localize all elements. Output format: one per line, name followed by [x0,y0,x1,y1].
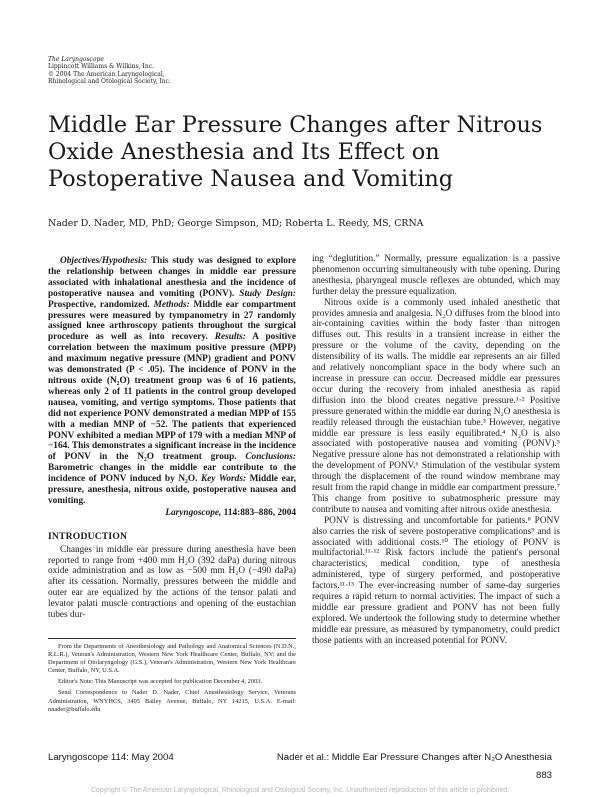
footnotes [48,638,296,717]
results-label: Results: [214,332,246,343]
keywords-label: Key Words: [200,474,247,485]
conclusions-label: Conclusions: [245,452,296,463]
right-column [312,254,560,647]
footnote-editor: Editor's Note: This Manuscript was accepted for publication December 4, 2003. [58,678,263,686]
footnote-affiliations: From the Departments of Anesthesiology and Pathology and Anatomical Sciences (N.D.N., R.L.R.), Veteran's Administration, Western New York Healthcare Center, Buffalo, NY; and the Department of Otolaryngology (G.S.), Veteran's Administration, Western New York Healthcare Center, Buffalo, NY, U.S.A. [48,643,296,675]
article-title: Middle Ear Pressure Changes after Nitrous Oxide Anesthesia and Its Effect on Postoperative Nausea and Vomiting [48,112,543,192]
footer-journal: Laryngoscope 114: May 2004 [48,752,174,763]
intro-paragraph-1-cont: ing “deglutition.” Normally, pressure equalization is a passive phenomenon occurring simultaneously with tube opening. During anesthesia, pharyngeal muscle reflexes are obtunded, which may further delay the pressure equalization. [312,254,560,297]
intro-paragraph-1: Changes in middle ear pressure during anesthesia have been reported to range from +400 mm H₂O (392 daPa) during nitrous oxide administration and as low as −500 mm H₂O (−490 daPa) after its cessation. Normally, pressures between the middle and outer ear are equalized by the actions of the tensor palati and levator palati muscle contractions and opening of the eustachian tubes dur- [48,544,296,621]
society: Rhinological and Otological Society, Inc. [48,77,171,85]
footer-running-title: Nader et al.: Middle Ear Pressure Changes after N₂O Anesthesia [276,752,552,763]
keywords-text: Middle ear, pressure, anesthesia, nitrous oxide, postoperative nausea and vomiting. [48,474,296,506]
left-column [48,256,296,621]
page-number: 883 [535,770,552,781]
objectives-label: Objectives/Hypothesis: [60,256,148,266]
intro-paragraph-2: Nitrous oxide is a commonly used inhaled anesthetic that provides amnesia and analgesia. N₂O diffuses from the blood into air-containing cavities within the body faster than nitrogen diffuses out. This results in a transient increase in either the pressure or the volume of the cavity, depending on the distensibility of its walls. The middle ear represents an air filled and relatively noncompliant space in the body where such an increase in pressure can occur. Decreased middle ear pressures occur during the recovery from inhaled anesthesia as rapid diffusion into the blood creates negative pressure.¹·² Positive pressure generated within the middle ear during N₂O anesthesia is readily released through the eustachian tube.³ However, negative middle ear pressure is less easily equilibrated.⁴ N₂O is also associated with postoperative nausea and vomiting (PONV).⁵ Negative pressure alone has not demonstrated a relationship with the development of PONV.⁶ Stimulation of the vestibular system through the displacement of the round window membrane may result from the rapid change in middle ear compartment pressure.⁷ This change from positive to subatmospheric pressure may contribute to nausea and vomiting after nitrous oxide anesthesia. [312,297,560,515]
abstract [48,256,296,507]
copyright-notice: Copyright © The American Laryngological, Rhinological and Otological Society, Inc. Unauthorized reproduction of this article is prohibited. [90,787,510,794]
citation [48,508,296,519]
design-label: Study Design: [239,288,296,299]
journal-copyright: © 2004 The American Laryngological, [48,70,165,78]
journal-info [48,56,308,85]
results-text: A positive correlation between the maximum positive pressure (MPP) and maximum negative pressure (MNP) gradient and PONV was demonstrated (P < .05). The incidence of PONV in the nitrous oxide (N₂O) treatment group was 6 of 16 patients, whereas only 2 of 11 patients in the control group developed nausea, vomiting, and vertigo symptoms. Those patients that did not experience PONV demonstrated a median MPP of 155 with a median MNP of −52. The patients that experienced PONV exhibited a median MPP of 179 with a median MNP of −164. This demonstrates a significant increase in the incidence of PONV in the N₂O treatment group. [48,332,296,463]
methods-text: Middle ear compartment pressures were measured by tympanometry in 27 randomly assigned knee arthroscopy patients throughout the surgical procedure as well as into recovery. [48,299,296,343]
authors: Nader D. Nader, MD, PhD; George Simpson, MD; Roberta L. Reedy, MS, CRNA [48,218,424,229]
publisher: Lippincott Williams & Wilkins, Inc. [48,63,155,71]
citation-journal: Laryngoscope, [165,507,222,518]
design-text: Prospective, randomized. [48,299,154,310]
conclusions-text: Barometric changes in the middle ear contribute to the incidence of PONV induced by N₂O. [48,463,296,485]
journal-name: The Laryngoscope [48,56,104,63]
footnote-correspondence: Send Correspondence to Nader D. Nader, Chief Anesthesiology Service, Veterans Administration, WNYHCS, 3495 Bailey Avenue, Buffalo, NY 14215, U.S.A. E-mail: nnader@buffalo.edu [48,689,296,713]
objectives-text: This study was designed to explore the relationship between changes in middle ear pressure associated with inhalational anesthesia and the incidence of postoperative nausea and vomiting (PONV). [48,256,296,299]
introduction-heading: INTRODUCTION [48,530,128,542]
methods-label: Methods: [153,299,190,310]
intro-paragraph-3: PONV is distressing and uncomfortable for patients.⁸ PONV also carries the risk of severe postoperative complications⁹ and is associated with additional costs.¹⁰ The etiology of PONV is multifactorial.¹¹·¹² Risk factors include the patient's personal characteristics, medical condition, type of anesthesia administered, type of surgery performed, and postoperative factors.¹¹·¹³ The ever-increasing number of same-day surgeries requires a rapid return to normal activities. The impact of such a middle ear pressure gradient and PONV has not been fully explored. We undertook the following study to determine whether middle ear pressure, as measured by tympanometry, could predict those patients with an increased potential for PONV. [312,515,560,646]
citation-rest: 114:883–886, 2004 [221,507,296,518]
